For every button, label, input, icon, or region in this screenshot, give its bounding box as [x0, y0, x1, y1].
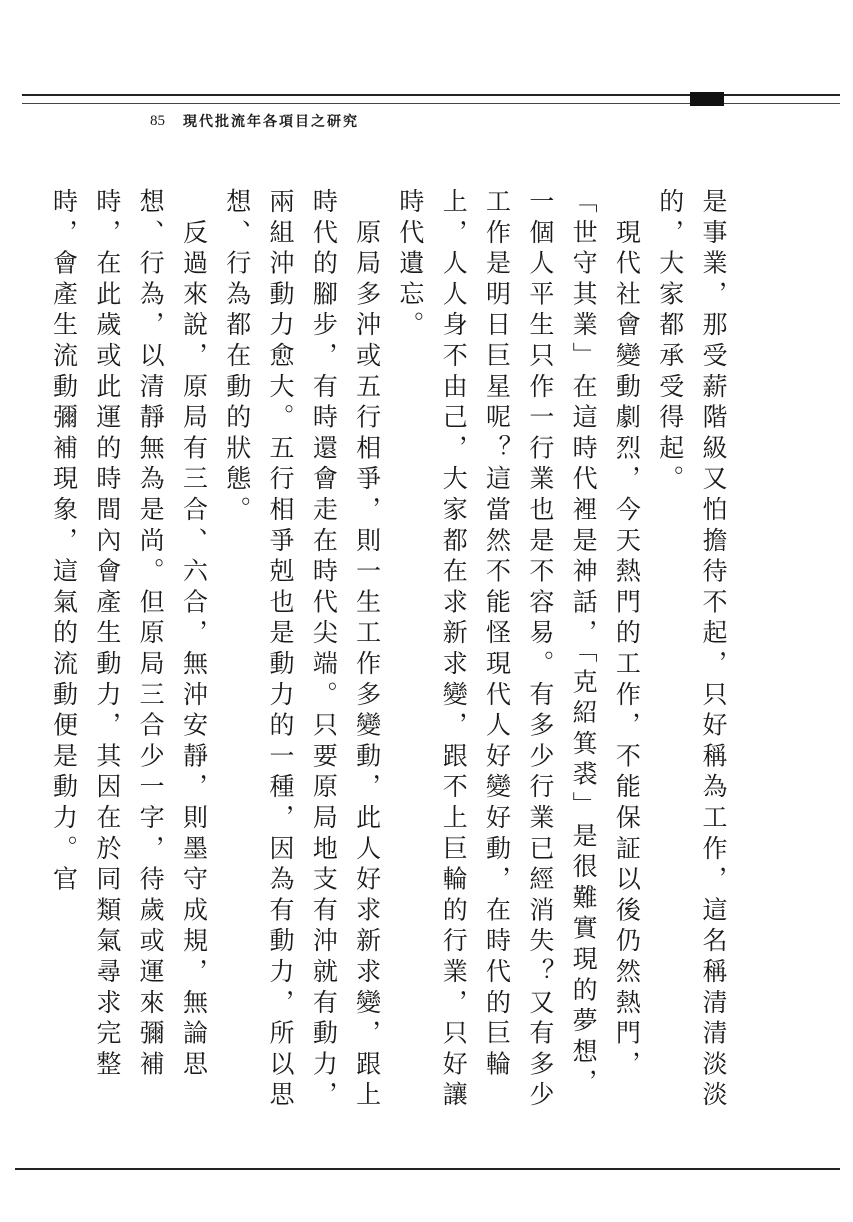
paragraph: 反過來說，原局有三合、六合，無沖安靜，則墨守成規，無論思想、行為，以清靜無為是尚。但原局三合少一字，待歲或運來彌補時，在此歲或此運的時間內會產生動力，其因在於同類氣尋求完整時，會產生流動彌補現象，這氣的流動便是動力。官 [49, 188, 209, 1082]
paragraph: 是事業，那受薪階級又怕擔待不起，只好稱為工作，這名稱清清淡淡的，大家都承受得起。 [655, 188, 728, 1112]
footer-rule [15, 1168, 840, 1170]
running-head [150, 110, 359, 132]
page-number: 85 [150, 112, 165, 129]
book-title: 現代批流年各項目之研究 [183, 114, 359, 130]
header-rule-block [690, 92, 724, 106]
paragraph: 原局多沖或五行相爭，則一生工作多變動，此人好求新求變，跟上時代的腳步，有時還會走在時代尖端。只要原局地支有沖就有動力，兩組沖動力愈大。五行相爭剋也是動力的一種，因為有動力，所以思想、行為都在動的狀態。 [222, 188, 382, 1112]
paragraph: 現代社會變動劇烈，今天熱門的工作，不能保証以後仍然熱門，「世守其業」在這時代裡是神話，「克紹箕裘」是很難實現的夢想，一個人平生只作一行業也是不容易。有多少行業已經消失？又有多少工作是明日巨星呢？這當然不能怪現代人好變好動，在時代的巨輪上，人人身不由己，大家都在求新求變，跟不上巨輪的行業，只好讓時代遺忘。 [395, 188, 642, 1112]
body-text [49, 188, 735, 1123]
